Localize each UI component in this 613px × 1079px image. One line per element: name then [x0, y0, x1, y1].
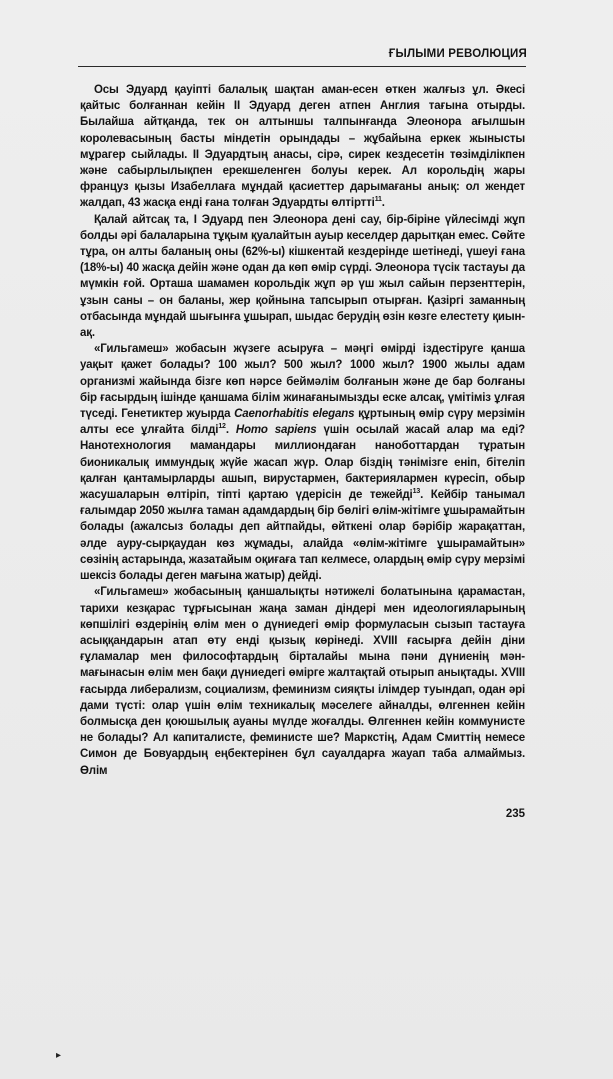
italic-term: Homo sapiens — [235, 424, 317, 437]
footnote-ref: 13 — [412, 488, 421, 496]
text-run: «Гильгамеш» жобасын жүзеге асыруға – мәңгі өмірді іздестіруге қанша уақыт қажет болады? 100 жыл? 500 жыл? 1000 жыл? 1900 жылы адам организмі жайында бізге көп нәрсе беймәлім болғанын және де бар болғаны бір ғасырдың ішінде қаншама білім жинағанымызды еске алсақ, үмітіміз ұлғая түседі. Генетиктер жуырда — [80, 343, 525, 421]
paragraph — [80, 341, 525, 584]
body-text — [80, 82, 525, 779]
footnote-ref: 12 — [218, 423, 226, 431]
text-run: Осы Эдуард қауіпті балалық шақтан аман-есен өткен жалғыз ұл. Әкесі қайтыс болғаннан кейін II Эдуард деген атпен Англия тағына отырды. Былайша айтқанда, тек он алтыншы талпынғанда Элеонора ағылшын королевасының басты міндетін орындады – жұбайына еркек жынысты мұрагер сыйлады. II Эдуардтың анасы, сірә, сирек кездесетін төзімділікпен және сабырлылықпен ерекшеленген болуы керек. Ал корольдің жары француз қызы Изабеллаға мұндай қасиеттер дарымағаны анық: ол жендет жалдап, 43 жасқа енді ғана толған Эдуардты өлтіртті — [80, 84, 525, 210]
italic-term: Caenorhabitis elegans — [234, 408, 355, 421]
text-run: Қалай айтсақ та, I Эдуард пен Элеонора дені сау, бір-біріне үйлесімді жұп болды әрі балаларына тұқым қуалайтын ауыр кеселдер дарытқан емес. Сөйте тұра, он алты баланың оны (62%-ы) кішкентай кездерінде шетінеді, үшеуі ғана (18%-ы) 40 жасқа дейін және одан да көп өмір сүрді. Элеонора түсік тастауы да мүмкін ғой. Орташа шамамен корольдік жұп әр үш жыл сайын перзенттерін, ұзын саны – он баланы, жер қойнына тапсырып отырған. Қазіргі заманның отбасында мұндай шығынға ұшырап, шыдас берудің өзін көзге елестету қиын-ақ. — [80, 213, 525, 340]
page-number: 235 — [505, 808, 525, 820]
footnote-ref: 11 — [374, 196, 382, 204]
text-run: . Кейбір танымал ғалымдар 2050 жылға таман адамдардың бір бөлігі өлім-жітімге ұшырамайтын болады (ажалсыз болады деп айтпайды, өйткені олар бәрібір жарақаттан, әлде ауру-сырқаудан көз жұмады, алайда «өлім-жітімге ұшырамайтын» сөзінің астарында, жазатайым оқиғаға тап келмесе, олардың өмір сүру мерзімі шексіз болады деген мағына жатыр) дейді. — [80, 489, 525, 583]
paragraph — [80, 212, 525, 342]
header-rule — [78, 66, 526, 67]
text-run: үшін осылай жасай алар ма еді? Нанотехнология мамандары миллиондаған наноботтардан тұратын бионикалық иммундық жүйе жасап жүр. Олар біздің тәнімізге еніп, бітеліп қалған қантамырларды ашып, вирустармен, бактериялармен күресіп, обыр жасушаларын өлтіріп, тіпті қартаю үдерісін де тежейді — [80, 424, 526, 502]
text-run: . — [381, 197, 385, 210]
paragraph — [80, 584, 525, 778]
text-run: «Гильгамеш» жобасының қаншалықты нәтижелі болатынына қарамастан, тарихи кезқарас тұрғысынан жаңа заман діндері мен идеологияларының көпшілігі өздерінің өлім мен о дүниедегі өмір формуласын сызып тастауға асыққандарын атап өту енді қызық көрінеді. XVIII ғасырға дейін діни ғұламалар мен философтардың бірталайы мына пәни дүниенің мән-мағынасын өлім мен бақи дүниедегі өмірге жалтақтай отырып анықтады. XVIII ғасырда либерализм, социализм, феминизм сияқты ілімдер туындап, одан әрі дами түсті: олар үшін өлім техникалық мәселеге айналды, өлгеннен кейін болмысқа ден қоюшылық ауаны мүлде жоғалды. Өлгеннен кейін коммунисте не болады? Ал капиталисте, феминисте ше? Маркстің, Адам Смиттің немесе Симон де Бовуардың еңбектерінен бұл сауалдарға жауап таба алмаймыз. Өлім — [80, 586, 525, 777]
scan-mark: ▸ — [56, 1050, 62, 1061]
text-run: . — [225, 424, 236, 437]
paragraph — [80, 82, 525, 212]
running-head: ҒЫЛЫМИ РЕВОЛЮЦИЯ — [388, 48, 527, 60]
text-run: құртының өмір сүру мерзімін алты есе ұлғайта білді — [80, 408, 526, 437]
